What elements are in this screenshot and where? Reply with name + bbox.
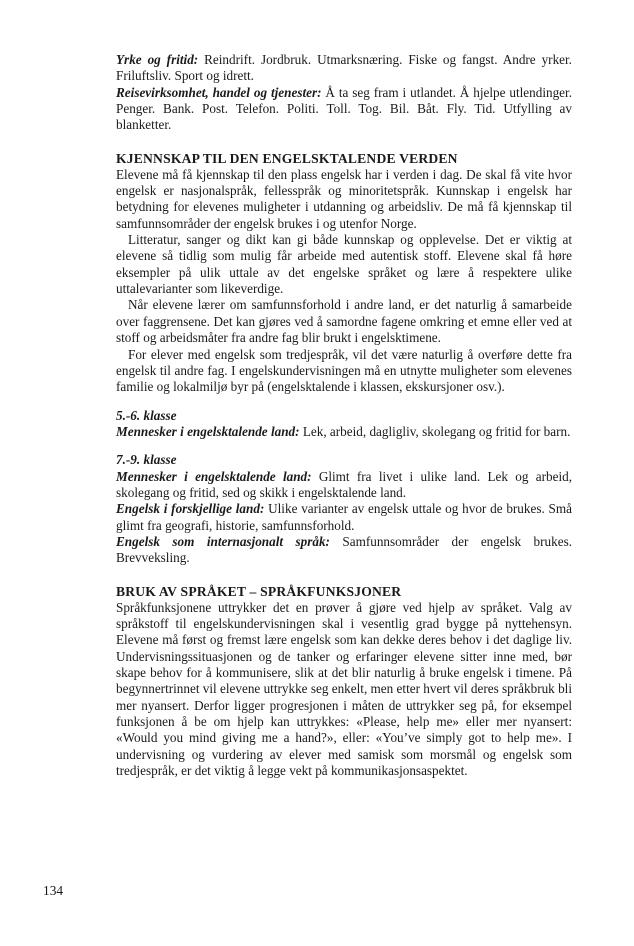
yrke-label: Yrke og fritid:	[116, 52, 199, 67]
page-body	[116, 52, 572, 779]
section2-heading: BRUK AV SPRÅKET – SPRÅKFUNKSJONER	[116, 583, 402, 599]
intro-yrke	[116, 52, 572, 85]
grade79-item2-text: Ulike varianter av engelsk uttale og hvor de brukes. Små glimt fra geografi, historie, samfunnsforhold.	[116, 501, 572, 533]
page-number: 134	[43, 883, 64, 898]
grade79-item3-label: Engelsk som internasjonalt språk:	[116, 533, 330, 549]
grade79-item2-label: Engelsk i forskjellige land:	[116, 501, 265, 517]
grade56-heading: 5.-6. klasse	[116, 407, 177, 423]
grade56-item	[116, 424, 572, 440]
grade79-item-3	[116, 534, 572, 567]
section1-paragraph-3: Når elevene lærer om samfunnsforhold i andre land, er det naturlig å samarbeide over faggrensene. Det kan gjøres ved å samordne fagene omkring et emne eller ved at stoff og arbeidsmåter fra andre fag blir brukt i engelsktimene.	[116, 297, 572, 346]
section1-paragraph-1: Elevene må få kjennskap til den plass engelsk har i verden i dag. De skal få vite hvor engelsk er nasjonalspråk, fellesspråk og minoritetspråk. Kunnskap i engelsk har betydning for elevenes muligheter i utdanning og arbeidsliv. De må få kjennskap til samfunnsområder der engelsk brukes i og utenfor Norge.	[116, 166, 572, 231]
section1-paragraph-2: Litteratur, sanger og dikt kan gi både kunnskap og opplevelse. Det er viktig at elevene så tidlig som mulig får arbeide med autentisk stoff. Elevene skal få høre eksempler på ulik uttale av det engelske språket og lære å respektere ulike uttalevarianter som likeverdige.	[116, 232, 572, 297]
grade56-label: Mennesker i engelsktalende land:	[116, 423, 300, 439]
intro-reise	[116, 85, 572, 134]
reise-text: Å ta seg fram i utlandet. Å hjelpe utlendinger. Penger. Bank. Post. Telefon. Politi. Toll. Tog. Bil. Båt. Fly. Tid. Utfylling av blanketter.	[116, 84, 572, 133]
reise-label: Reisevirksomhet, handel og tjenester:	[116, 84, 322, 100]
section1-heading: KJENNSKAP TIL DEN ENGELSKTALENDE VERDEN	[116, 150, 458, 166]
grade79-item-1	[116, 469, 572, 502]
section2-paragraph-1: Språkfunksjonene uttrykker det en prøver å gjøre ved hjelp av språket. Valg av språkstoff til engelskundervisningen skal i vesentlig grad bygge på nyttehensyn. Elevene må først og fremst lære engelsk som kan dekke deres behov i det daglige liv. Undervisningssituasjonen og de tanker og erfaringer elevene sitter inne med, bør skape behov for å kommunisere, slik at det blir naturlig å bruke engelsk i timene. På begynnertrinnet vil elevene uttrykke seg enkelt, men etter hvert vil deres språkbruk bli mer nyansert. Derfor ligger progresjonen i måten de uttrykker seg på, for eksempel funksjonen å be om hjelp kan uttrykkes: «Please, help me» eller mer nyansert: «Would you mind giving me a hand?», eller: «You’ve simply got to help me». I undervisning og vurdering av elever med samisk som morsmål og engelsk som tredjespråk, er det viktig å legge vekt på kommunikasjonsaspektet.	[116, 599, 572, 779]
grade79-item-2	[116, 501, 572, 534]
grade79-item1-text: Glimt fra livet i ulike land. Lek og arbeid, skolegang og fritid, sed og skikk i engelsktalende land.	[116, 468, 572, 500]
grade79-item1-label: Mennesker i engelsktalende land:	[116, 468, 312, 484]
grade79-item3-text: Samfunnsområder der engelsk brukes. Brevveksling.	[116, 533, 573, 566]
section1-paragraph-4: For elever med engelsk som tredjespråk, vil det være naturlig å overføre dette fra engelsk til andre fag. I engelskundervisningen må en utnytte muligheter som elevenes familie og lokalmiljø byr på (engelsktalende i klassen, ekskursjoner osv.).	[116, 346, 572, 395]
yrke-text: Reindrift. Jordbruk. Utmarksnæring. Fiske og fangst. Andre yrker. Friluftsliv. Sport og idrett.	[116, 52, 572, 84]
grade79-heading: 7.-9. klasse	[116, 452, 177, 468]
grade56-text: Lek, arbeid, dagligliv, skolegang og fritid for barn.	[299, 423, 571, 439]
